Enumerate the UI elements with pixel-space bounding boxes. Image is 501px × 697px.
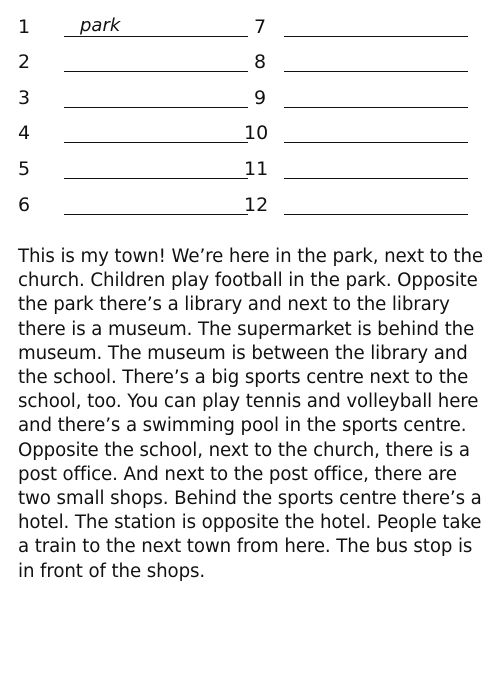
reading-passage: This is my town! We’re here in the park, next to the church. Children play football in the park. Opposite the park there’s a library and next to the library there is a museum. The supermarket is behind the museum. The museum is between the library and the school. There’s a big sports centre next to the school, too. You can play tennis and volleyball here and there’s a swimming pool in the sports centre. Opposite the school, next to the church, there is a post office. And next to the post office, there are two small shops. Behind the sports centre there’s a hotel. The station is opposite the hotel. People take a train to the next town from here. The bus stop is in front of the shops.: [18, 246, 483, 582]
answer-blank-9: [244, 86, 484, 110]
blank-line: [64, 36, 248, 37]
blank-number: 9: [254, 87, 267, 109]
blank-number: 10: [244, 122, 269, 144]
answer-blank-1: [18, 15, 258, 39]
answer-blank-4: [18, 121, 258, 145]
blank-line: [64, 71, 248, 72]
blank-number: 7: [254, 16, 267, 38]
blank-line: [284, 142, 468, 143]
blank-line: [64, 178, 248, 179]
blank-number: 5: [18, 158, 31, 180]
answer-blank-7: [244, 15, 484, 39]
blank-line: [284, 71, 468, 72]
blank-line: [64, 214, 248, 215]
blank-line: [284, 107, 468, 108]
answer-blank-11: [244, 157, 484, 181]
blank-number: 3: [18, 87, 31, 109]
blank-answer: park: [80, 15, 121, 36]
answer-blank-8: [244, 50, 484, 74]
blank-number: 6: [18, 194, 31, 216]
blank-line: [284, 36, 468, 37]
blank-line: [284, 178, 468, 179]
answer-blank-10: [244, 121, 484, 145]
blank-number: 11: [244, 158, 269, 180]
blank-line: [64, 142, 248, 143]
answer-blank-2: [18, 50, 258, 74]
blank-number: 8: [254, 51, 267, 73]
blank-line: [64, 107, 248, 108]
blank-number: 1: [18, 16, 31, 38]
answer-blank-6: [18, 193, 258, 217]
answer-blank-12: [244, 193, 484, 217]
answer-blank-3: [18, 86, 258, 110]
blank-number: 4: [18, 122, 31, 144]
blank-number: 12: [244, 194, 269, 216]
answer-blank-5: [18, 157, 258, 181]
blank-number: 2: [18, 51, 31, 73]
blank-line: [284, 214, 468, 215]
